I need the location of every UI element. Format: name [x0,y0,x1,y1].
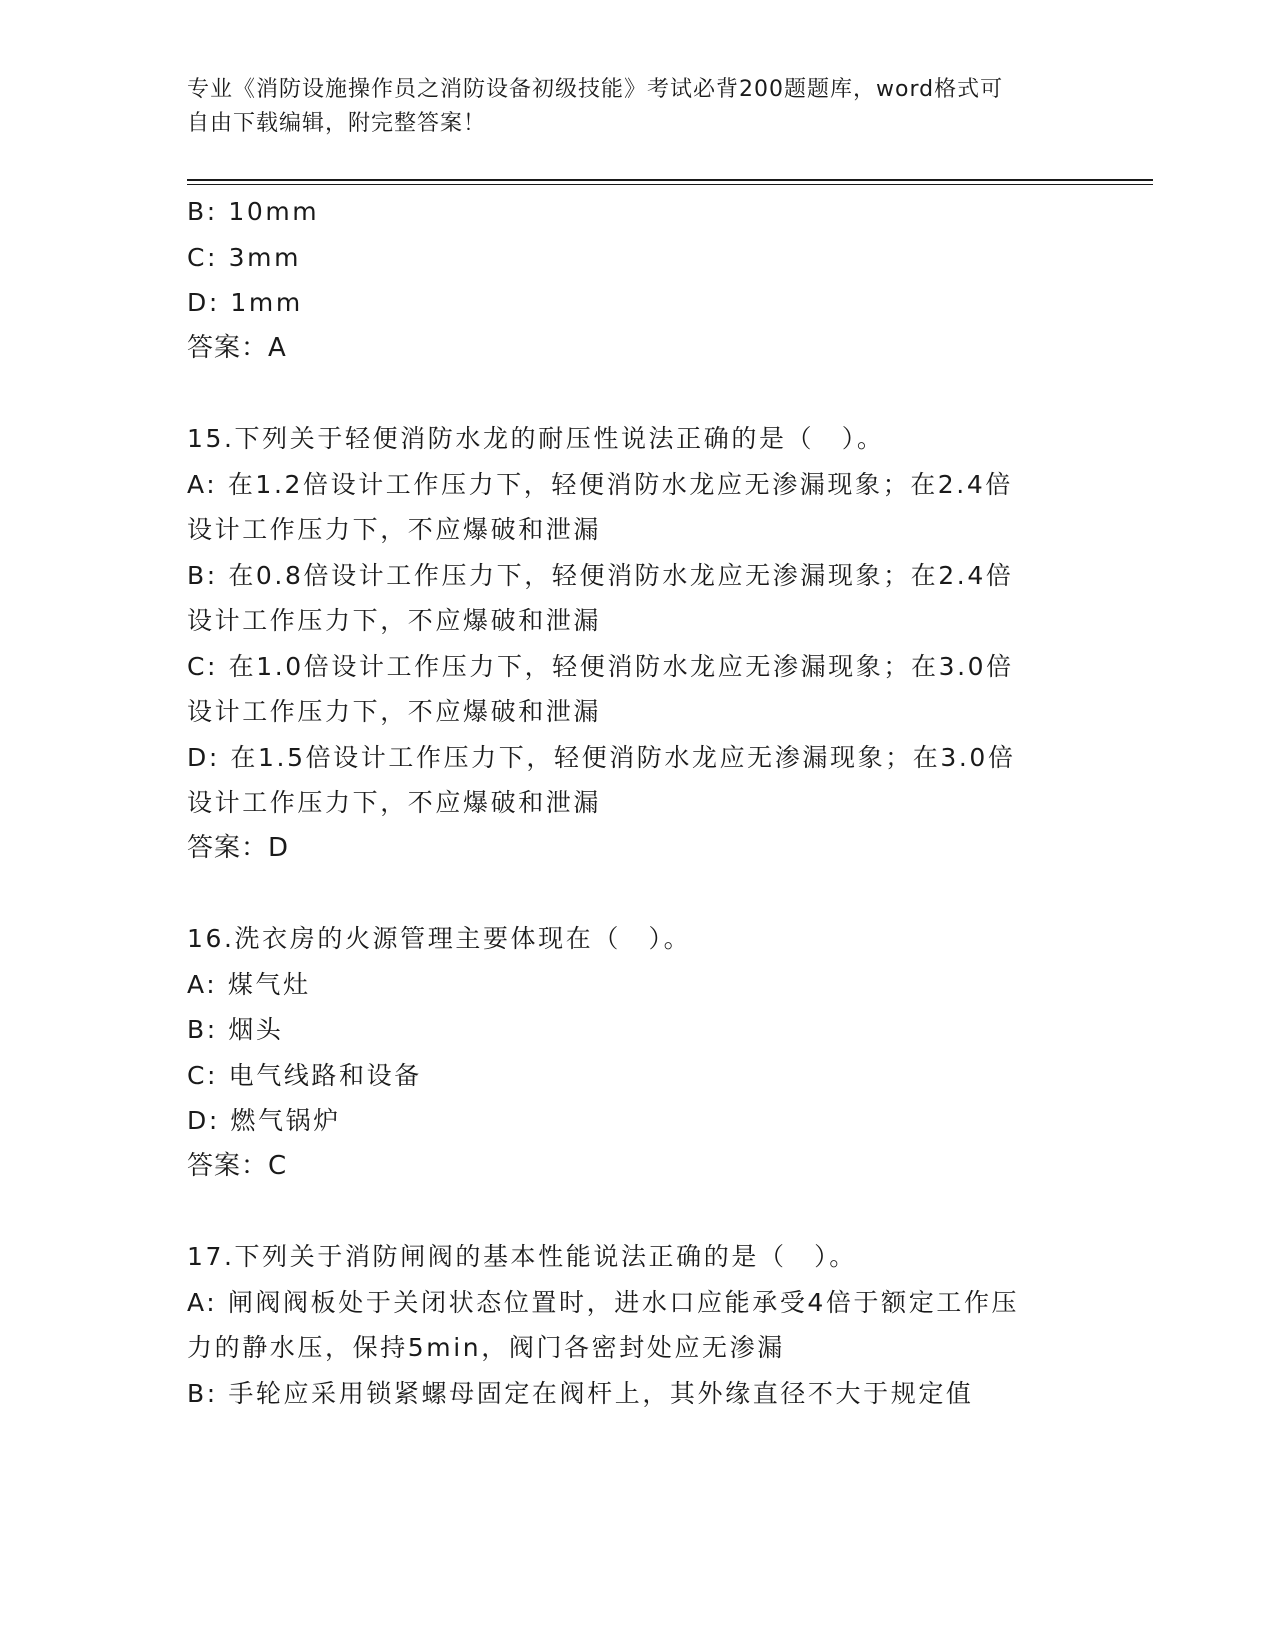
option-line: 设计工作压力下，不应爆破和泄漏 [187,788,602,817]
option-line: D: 在1.5倍设计工作压力下，轻便消防水龙应无渗漏现象；在3.0倍 [187,742,1016,772]
option-line: A: 在1.2倍设计工作压力下，轻便消防水龙应无渗漏现象；在2.4倍 [187,469,1013,499]
option-line: C: 3mm [187,242,302,272]
spacer [187,871,1087,916]
answer-line: 答案：C [187,1150,288,1181]
answer-line: 答案：D [187,832,290,863]
option-line: A: 闸阀阀板处于关闭状态位置时，进水口应能承受4倍于额定工作压 [187,1287,1020,1317]
option-line: D: 燃气锅炉 [187,1106,341,1135]
option-line: A: 煤气灶 [187,969,311,999]
question-stem: 16.洗衣房的火源管理主要体现在（ ）。 [187,924,692,953]
answer-line: 答案：A [187,332,287,363]
option-line: 设计工作压力下，不应爆破和泄漏 [187,606,602,635]
option-line: B: 手轮应采用锁紧螺母固定在阀杆上，其外缘直径不大于规定值 [187,1378,974,1408]
header-divider-thick [187,179,1153,181]
option-line: C: 电气线路和设备 [187,1060,422,1090]
option-line: B: 在0.8倍设计工作压力下，轻便消防水龙应无渗漏现象；在2.4倍 [187,560,1014,590]
option-line: 力的静水压，保持5min，阀门各密封处应无渗漏 [187,1333,785,1362]
header-line-1: 专业《消防设施操作员之消防设备初级技能》考试必背200题题库，word格式可 [187,77,1004,102]
option-line: C: 在1.0倍设计工作压力下，轻便消防水龙应无渗漏现象；在3.0倍 [187,651,1014,681]
question-stem: 17.下列关于消防闸阀的基本性能说法正确的是（ ）。 [187,1242,857,1271]
document-header [187,73,1067,141]
option-line: 设计工作压力下，不应爆破和泄漏 [187,697,602,726]
question-stem: 15.下列关于轻便消防水龙的耐压性说法正确的是（ ）。 [187,424,885,453]
option-line: B: 烟头 [187,1015,284,1044]
option-line: B: 10mm [187,197,320,226]
header-divider-thin [187,184,1153,185]
spacer [187,1189,1087,1234]
header-line-2: 自由下载编辑，附完整答案！ [187,111,487,136]
question-list [187,189,1087,1416]
option-line: D: 1mm [187,288,303,317]
option-line: 设计工作压力下，不应爆破和泄漏 [187,515,602,544]
spacer [187,371,1087,416]
